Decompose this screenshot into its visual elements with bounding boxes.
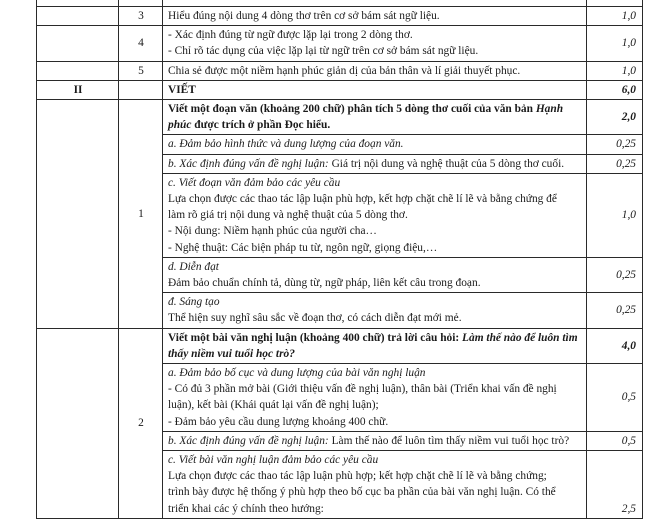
section-title: VIẾT	[163, 80, 587, 99]
criterion-text: c. Viết bài văn nghị luận đảm bảo các yêu cầu Lựa chọn được các thao tác lập luận phù hợp; kết hợp chặt chẽ lí lẽ và bằng chứng; trình bày được hệ thống ý phù hợp theo bố cục ba phần của bài văn nghị luận. Có thể triển khai các ý chính theo hướng:	[163, 451, 587, 519]
score: 0,25	[587, 135, 643, 154]
question-title: Viết một bài văn nghị luận (khoảng 400 chữ) trả lời câu hỏi: Làm thế nào để luôn tìm thấy niềm vui tuổi học trò?	[163, 328, 587, 363]
criterion-text: d. Diễn đạt Đảm bảo chuẩn chính tả, dùng từ, ngữ pháp, liên kết câu trong đoạn.	[163, 257, 587, 292]
question-number: 4	[119, 26, 163, 61]
score: 0,5	[587, 364, 643, 432]
section-score: 6,0	[587, 80, 643, 99]
score: 0,25	[587, 257, 643, 292]
section-row	[37, 80, 643, 99]
criterion-text: b. Xác định đúng vấn đề nghị luận: Giá trị nội dung và nghệ thuật của 5 dòng thơ cuối.	[163, 154, 587, 173]
work-title: Hạnh phúc	[168, 103, 564, 132]
question-row	[37, 328, 643, 363]
question-prompt: Làm thế nào để luôn tìm thấy niềm vui tuổi học trò?	[168, 331, 578, 360]
scoring-table	[36, 0, 643, 519]
table-row	[37, 7, 643, 26]
criterion-text: a. Đảm bảo hình thức và dung lượng của đoạn văn.	[163, 135, 587, 154]
criterion-text: c. Viết đoạn văn đảm bảo các yêu cầu Lựa chọn được các thao tác lập luận phù hợp, kết hợp chặt chẽ lí lẽ và bằng chứng để làm rõ giá trị nội dung và nghệ thuật của 5 dòng thơ. - Nội dung: Niềm hạnh phúc của người cha… - Nghệ thuật: Các biện pháp tu từ, ngôn ngữ, giọng điệu,…	[163, 173, 587, 257]
criterion-text: b. Xác định đúng vấn đề nghị luận: Làm thế nào để luôn tìm thấy niềm vui tuổi học trò?	[163, 431, 587, 450]
table-row	[37, 61, 643, 80]
score: 4,0	[587, 328, 643, 363]
score: 0,5	[587, 431, 643, 450]
criterion-text: Hiểu đúng nội dung 4 dòng thơ trên cơ sở bám sát ngữ liệu.	[163, 7, 587, 26]
score: 1,0	[587, 173, 643, 257]
criterion-text	[163, 26, 587, 61]
question-number: 3	[119, 7, 163, 26]
question-row	[37, 100, 643, 135]
criterion-text: Chia sẻ được một niềm hạnh phúc giản dị của bản thân và lí giải thuyết phục.	[163, 61, 587, 80]
question-title: Viết một đoạn văn (khoảng 200 chữ) phân tích 5 dòng thơ cuối của văn bản Hạnh phúc được trích ở phần Đọc hiểu.	[163, 100, 587, 135]
criterion-text: a. Đảm bảo bố cục và dung lượng của bài văn nghị luận - Có đủ 3 phần mở bài (Giới thiệu vấn đề nghị luận), thân bài (Triển khai vấn đề nghị luận), kết bài (Khái quát lại vấn đề nghị luận); - Đảm bảo yêu cầu dung lượng khoảng 400 chữ.	[163, 364, 587, 432]
question-number: 5	[119, 61, 163, 80]
score: 0,25	[587, 154, 643, 173]
table-row	[37, 26, 643, 61]
score: 2,0	[587, 100, 643, 135]
question-number: 1	[119, 100, 163, 329]
section-label: II	[37, 80, 119, 99]
criterion-text: đ. Sáng tạo Thể hiện suy nghĩ sâu sắc về đoạn thơ, có cách diễn đạt mới mẻ.	[163, 293, 587, 328]
score: 2,5	[587, 451, 643, 519]
score: 1,0	[587, 61, 643, 80]
question-number: 2	[119, 328, 163, 518]
score: 0,25	[587, 293, 643, 328]
criterion-line: - Xác định đúng từ ngữ được lặp lại trong 2 dòng thơ.	[168, 29, 413, 42]
criterion-line: - Chỉ rõ tác dụng của việc lặp lại từ ngữ trên cơ sở bám sát ngữ liệu.	[168, 45, 479, 58]
score: 1,0	[587, 26, 643, 61]
score: 1,0	[587, 7, 643, 26]
